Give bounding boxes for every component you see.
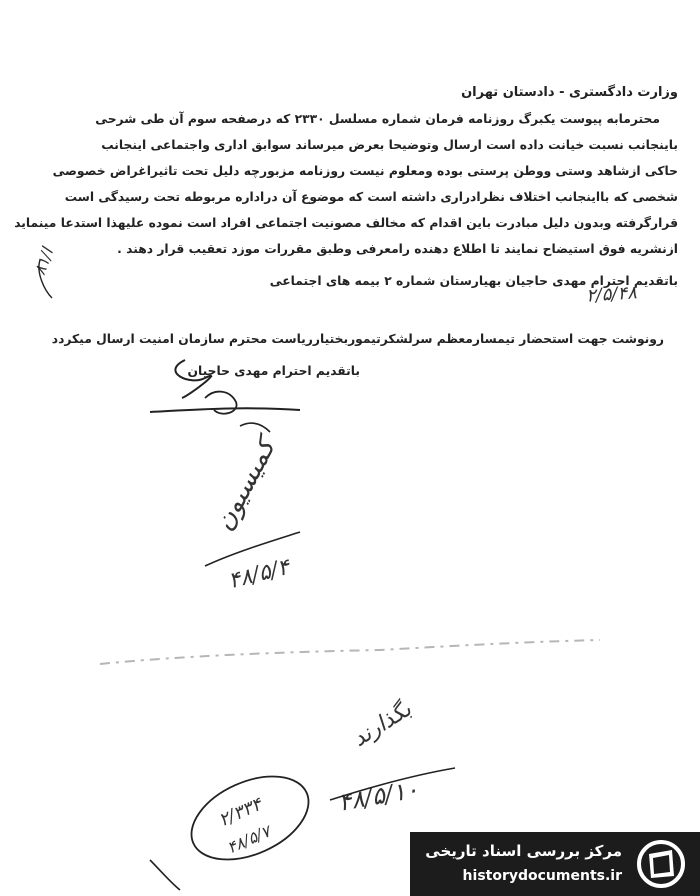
watermark-url: historydocuments.ir [462, 868, 622, 884]
letter-body-line: شخصی که بااینجانب اختلاف نظرادراری داشته است که موضوع آن دراداره مربوطه تحت رسیدگی است [64, 190, 678, 204]
signature-stroke [205, 392, 237, 414]
faded-handwriting-line [100, 640, 600, 664]
watermark-title: مرکز بررسی اسناد تاریخی [425, 842, 622, 860]
signature-stroke [150, 408, 300, 412]
handwritten-margin-mark: ا/۸۱ [29, 245, 58, 278]
handwritten-date: ۲/۵/۴۸ [585, 282, 638, 307]
stamp-number: ۲/۳۳۴ [215, 793, 266, 832]
signature-stroke [150, 860, 180, 890]
letter-body-line: ازنشریه فوق استیضاح نمایند تا اطلاع دهنده رامعرفی وطبق مقررات موزد تعقیب قرار دهند . [117, 242, 678, 256]
letter-closing: باتقدیم احترام مهدی حاجیان بهیارستان شماره ۲ بیمه های اجتماعی [269, 274, 678, 288]
letter-body-line: باینجانب نسبت خیانت داده است ارسال وتوضیحا بعرض میرساند سوابق اداری واجتماعی اینجانب [101, 138, 678, 152]
handwritten-note: بگذارند [348, 696, 416, 753]
copy-note-closing: باتقدیم احترام مهدی حاجیان [187, 364, 360, 378]
signature-stroke [240, 423, 270, 432]
handwritten-note: کمیسیون [208, 434, 282, 536]
handwritten-date: ۴۸/۵/۴ [225, 554, 293, 595]
watermark-logo [410, 832, 700, 896]
copy-note-line: رونوشت جهت استحضار تیمسارمعظم سرلشکرتیموربختیارریاست محترم سازمان امنیت ارسال میکردد [51, 332, 664, 346]
stamp-date: ۴۸/۵/۷ [224, 821, 274, 858]
archive-emblem-icon [634, 838, 688, 890]
letter-body-line: قرارگرفته وبدون دلیل مبادرت باین اقدام که مخالف مصونیت اجتماعی افراد است نموده علیهذا استدعا مینماید [14, 216, 678, 230]
handwritten-date: ۴۸/۵/۱۰ [336, 775, 421, 817]
letter-body-line: محترمابه پیوست یکبرگ روزنامه فرمان شماره مسلسل ۲۳۳۰ که درصفحه سوم آن طی شرحی [95, 112, 660, 126]
letter-body-line: حاکی ازشاهد وستی ووطن پرستی بوده ومعلوم نیست روزنامه مزبورچه دلیل تحت تاثیراغراض خصوصی [52, 164, 678, 178]
letter-addressee: وزارت دادگستری - دادستان تهران [461, 85, 678, 100]
